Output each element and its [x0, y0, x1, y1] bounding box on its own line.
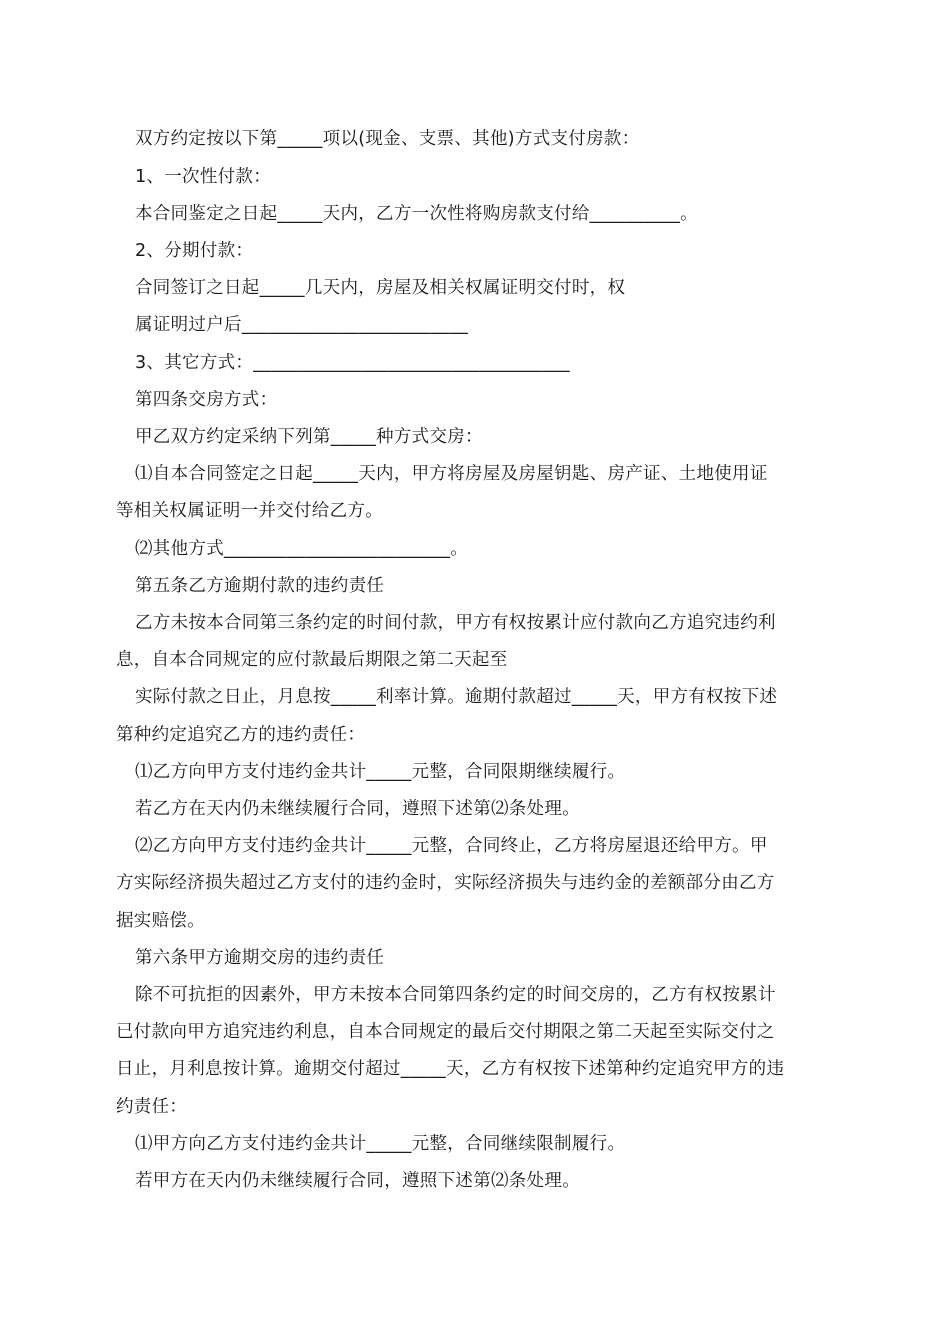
section-heading: 第六条甲方逾期交房的违约责任: [135, 948, 385, 968]
section-heading: 第五条乙方逾期付款的违约责任: [135, 576, 385, 596]
text-line: ⑵乙方向甲方支付违约金共计_____元整，合同终止，乙方将房屋退还给甲方。甲: [135, 836, 768, 856]
text-line: 息，自本合同规定的应付款最后期限之第二天起至: [116, 650, 508, 670]
text-line: 实际付款之日止，月息按_____利率计算。逾期付款超过_____天，甲方有权按下述: [135, 687, 778, 707]
text-line: 乙方未按本合同第三条约定的时间付款，甲方有权按累计应付款向乙方追究违约利: [135, 613, 776, 633]
text-line: 本合同鉴定之日起_____天内，乙方一次性将购房款支付给__________。: [135, 204, 698, 224]
text-line: ⑴甲方向乙方支付违约金共计_____元整，合同继续限制履行。: [135, 1134, 626, 1154]
text-line: 约责任：: [116, 1097, 188, 1117]
text-line: 第种约定追究乙方的违约责任：: [116, 725, 366, 745]
text-line: ⑴乙方向甲方支付违约金共计_____元整，合同限期继续履行。: [135, 762, 626, 782]
text-line: 合同签订之日起_____几天内，房屋及相关权属证明交付时，权: [135, 278, 626, 298]
text-line: 属证明过户后_________________________: [135, 315, 469, 335]
text-line: 除不可抗拒的因素外，甲方未按本合同第四条约定的时间交房的，乙方有权按累计: [135, 985, 776, 1005]
text-line: 1、一次性付款：: [135, 167, 272, 187]
text-line: 若甲方在天内仍未继续履行合同，遵照下述第⑵条处理。: [135, 1171, 580, 1191]
text-line: ⑵其他方式_________________________。: [135, 539, 469, 559]
text-line: 2、分期付款：: [135, 241, 254, 261]
text-line: 甲乙双方约定采纳下列第_____种方式交房：: [135, 427, 483, 447]
text-line: 等相关权属证明一并交付给乙方。: [116, 501, 383, 521]
text-line: 双方约定按以下第_____项以(现金、支票、其他)方式支付房款：: [135, 129, 640, 149]
text-line: 日止，月利息按计算。逾期交付超过_____天，乙方有权按下述第种约定追究甲方的违: [116, 1059, 785, 1079]
section-heading: 第四条交房方式：: [135, 390, 278, 410]
text-line: 3、其它方式：___________________________________: [135, 353, 570, 373]
text-line: 据实赔偿。: [116, 911, 205, 931]
text-line: ⑴自本合同签定之日起_____天内，甲方将房屋及房屋钥匙、房产证、土地使用证: [135, 464, 768, 484]
text-line: 方实际经济损失超过乙方支付的违约金时，实际经济损失与违约金的差额部分由乙方: [116, 873, 775, 893]
text-line: 已付款向甲方追究违约利息，自本合同规定的最后交付期限之第二天起至实际交付之: [116, 1022, 775, 1042]
text-line: 若乙方在天内仍未继续履行合同，遵照下述第⑵条处理。: [135, 799, 580, 819]
